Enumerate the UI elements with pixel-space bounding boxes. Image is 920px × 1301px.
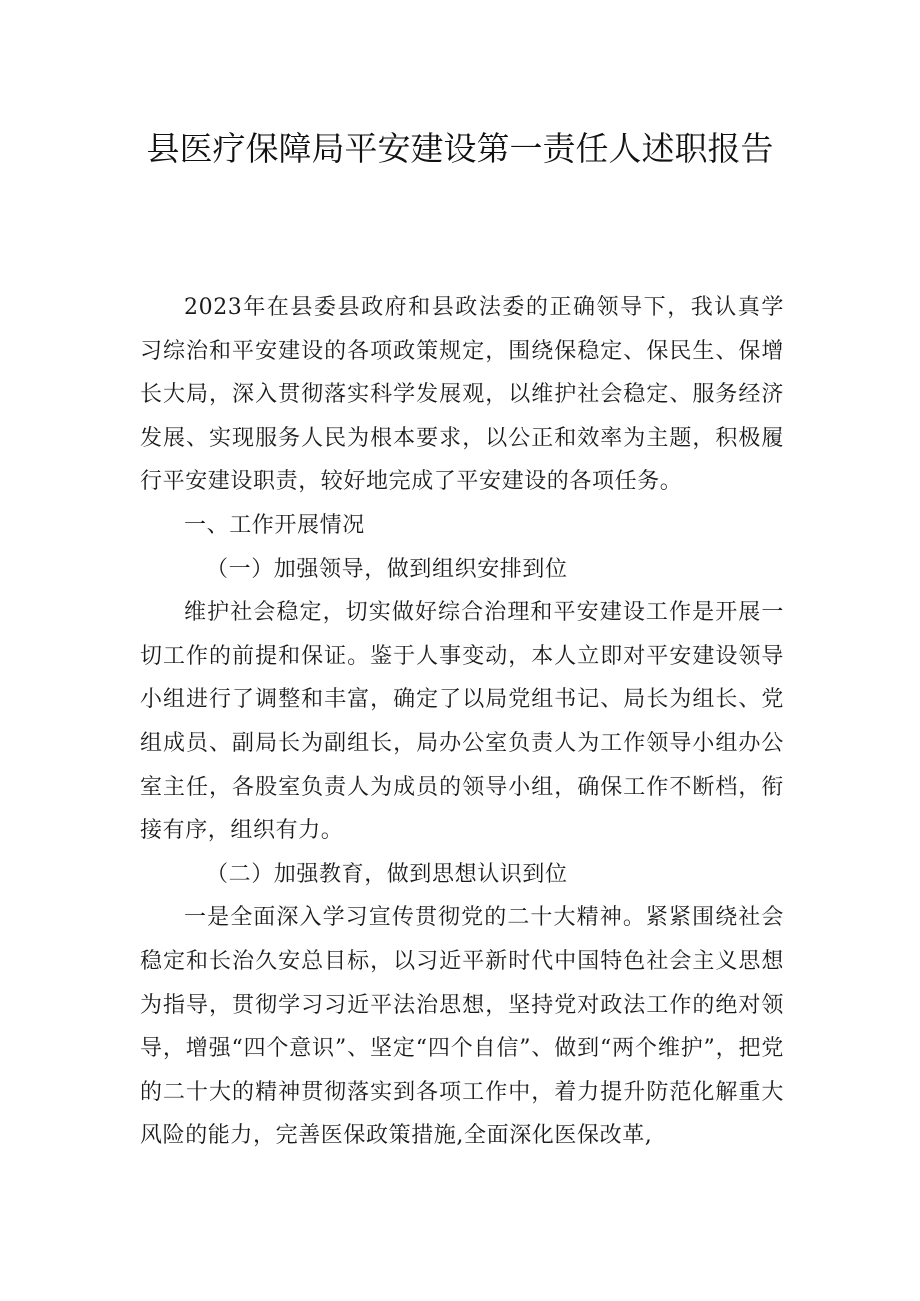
subheading-education: （二）加强教育，做到思想认识到位 [206,861,568,887]
document-title: 县医疗保障局平安建设第一责任人述职报告 [146,129,774,168]
leadership-paragraph: 维护社会稳定，切实做好综合治理和平安建设工作是开展一切工作的前提和保证。鉴于人事变动，本人立即对平安建设领导小组进行了调整和丰富，确定了以局党组书记、局长为组长、党组成员、副局长为副组长，局办公室负责人为工作领导小组办公室主任，各股室负责人为成员的领导小组，确保工作不断档，衔接有序，组织有力。 [140,600,784,844]
document-body [140,286,784,1158]
section-heading: 一、工作开展情况 [184,512,365,538]
subheading-leadership: （一）加强领导，做到组织安排到位 [206,556,568,582]
education-paragraph: 一是全面深入学习宣传贯彻党的二十大精神。紧紧围绕社会稳定和长治久安总目标，以习近平新时代中国特色社会主义思想为指导，贯彻学习习近平法治思想，坚持党对政法工作的绝对领导，增强“四个意识”、坚定“四个自信”、做到“两个维护”，把党的二十大的精神贯彻落实到各项工作中，着力提升防范化解重大风险的能力，完善医保政策措施,全面深化医保改革, [140,905,784,1149]
intro-paragraph: 2023年在县委县政府和县政法委的正确领导下，我认真学习综治和平安建设的各项政策规定，围绕保稳定、保民生、保增长大局，深入贯彻落实科学发展观，以维护社会稳定、服务经济发展、实现服务人民为根本要求，以公正和效率为主题，积极履行平安建设职责，较好地完成了平安建设的各项任务。 [140,295,784,495]
